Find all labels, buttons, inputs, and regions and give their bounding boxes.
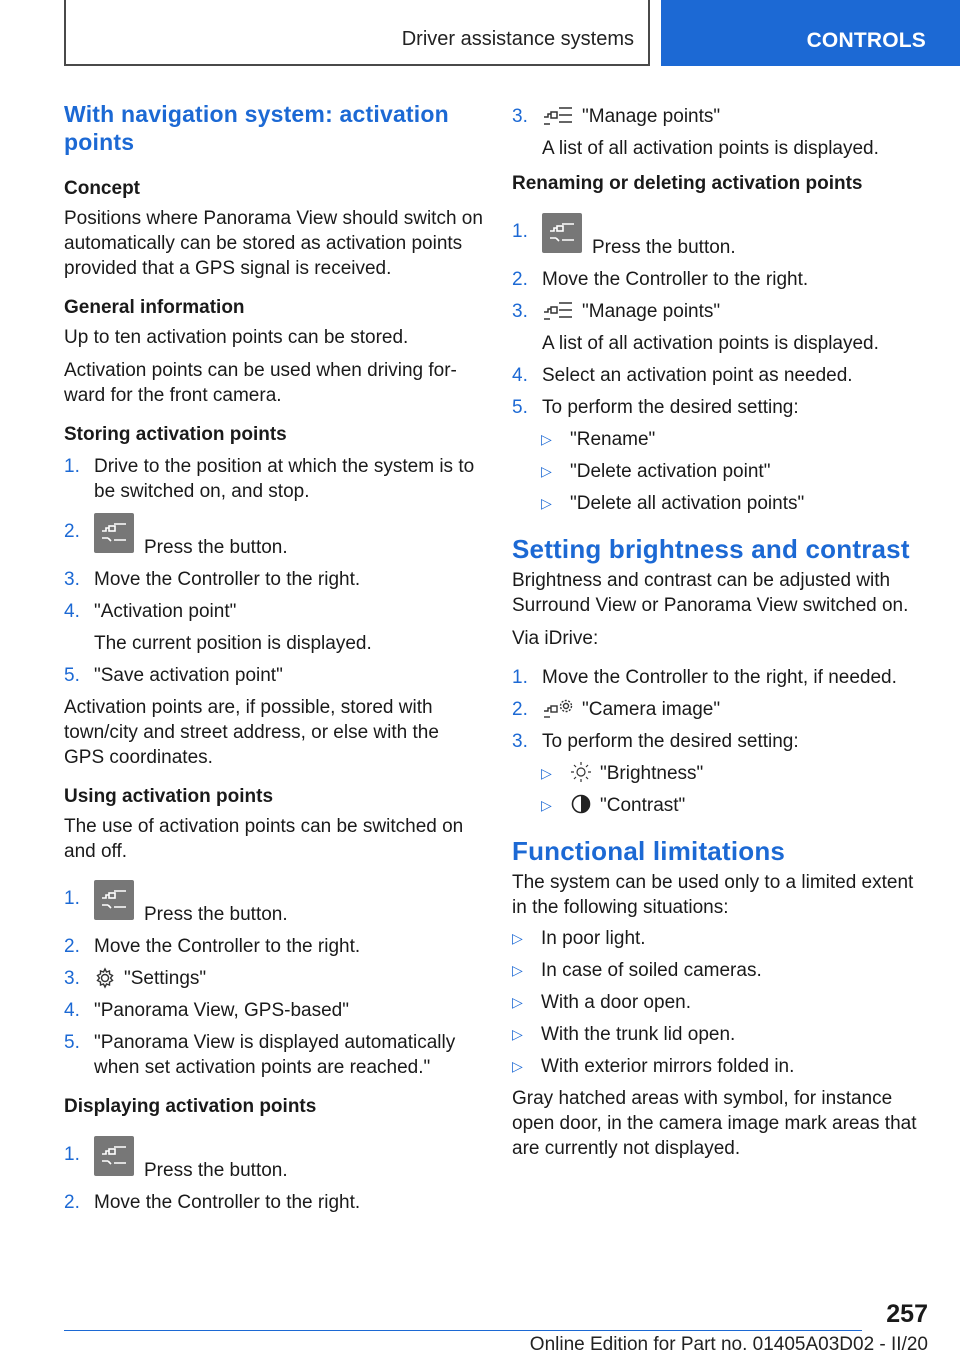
step-number: 2. — [64, 936, 80, 957]
step-subtext: The current position is displayed. — [94, 633, 372, 654]
item-text: In poor light. — [541, 928, 646, 949]
bullet-icon: ▷ — [512, 930, 523, 946]
step-text — [542, 299, 927, 356]
bullet-icon: ▷ — [541, 463, 552, 479]
list-item — [512, 363, 927, 388]
header-section-box — [64, 0, 650, 66]
section-title: Driver assistance systems — [401, 28, 634, 50]
list-item — [512, 1022, 927, 1047]
step-number: 3. — [64, 968, 80, 989]
step-number: 3. — [512, 301, 528, 322]
list-item — [512, 958, 927, 983]
option-text: "Delete all activation points" — [570, 493, 805, 514]
list-item — [512, 299, 927, 356]
contrast-icon — [570, 793, 592, 815]
list-item — [512, 697, 927, 722]
heading-concept: Concept — [64, 178, 140, 199]
option-text: "Brightness" — [600, 763, 704, 784]
list-item — [541, 761, 927, 786]
step-subtext: A list of all activation points is displayed. — [542, 333, 879, 354]
list-item — [541, 427, 927, 452]
list-item — [64, 998, 484, 1023]
step-number: 2. — [512, 269, 528, 290]
step-label: "Camera image" — [582, 699, 721, 720]
heading-renaming: Renaming or deleting activation points — [512, 173, 863, 194]
step-text — [94, 878, 484, 927]
brightness-icon — [570, 761, 592, 783]
item-text: With a door open. — [541, 992, 691, 1013]
using-steps — [64, 878, 484, 1080]
step-number: 2. — [64, 521, 80, 542]
left-column — [64, 100, 484, 1222]
rename-steps — [512, 211, 927, 420]
list-item — [64, 599, 484, 656]
step-label: Press the button. — [144, 904, 288, 925]
list-item — [64, 878, 484, 927]
step-number: 2. — [512, 699, 528, 720]
step-text: Drive to the position at which the system is to be switched on, and stop. — [94, 456, 475, 502]
step-text: "Save activation point" — [94, 665, 283, 686]
limitations-text: The system can be used only to a limited extent in the following situations: — [512, 872, 914, 918]
bullet-icon: ▷ — [541, 431, 552, 447]
step-text: "Panorama View is displayed automatically when set activation points are reached." — [94, 1032, 456, 1078]
right-column — [512, 100, 927, 1161]
list-item — [64, 1030, 484, 1080]
step-number: 5. — [64, 1032, 80, 1053]
general-text-1: Up to ten activation points can be stored. — [64, 327, 409, 348]
bullet-icon: ▷ — [512, 994, 523, 1010]
step-text — [542, 211, 927, 260]
step-number: 5. — [512, 397, 528, 418]
display-steps — [64, 1134, 484, 1215]
bullet-icon: ▷ — [541, 765, 552, 781]
heading-displaying: Displaying activation points — [64, 1096, 317, 1117]
camera-settings-icon — [542, 698, 574, 720]
step-text: Move the Controller to the right, if needed. — [542, 667, 897, 688]
list-item — [512, 267, 927, 292]
option-text: "Delete activation point" — [570, 461, 771, 482]
step-text: "Panorama View, GPS-based" — [94, 1000, 349, 1021]
list-item — [512, 211, 927, 260]
option-text: "Contrast" — [600, 795, 686, 816]
bullet-icon: ▷ — [541, 495, 552, 511]
chapter-tab: CONTROLS — [806, 29, 926, 52]
option-text: "Rename" — [570, 429, 656, 450]
heading-brightness: Setting brightness and contrast — [512, 534, 910, 564]
step-text: Move the Controller to the right. — [94, 1192, 361, 1213]
rename-options — [541, 427, 927, 516]
step-number: 1. — [64, 888, 80, 909]
step-number: 1. — [512, 667, 528, 688]
list-item — [512, 926, 927, 951]
heading-storing: Storing activation points — [64, 424, 287, 445]
step-number: 1. — [512, 221, 528, 242]
step-text — [94, 511, 484, 560]
list-item — [64, 934, 484, 959]
step-number: 2. — [64, 1192, 80, 1213]
list-item — [512, 990, 927, 1015]
step-text: Move the Controller to the right. — [542, 269, 809, 290]
step-label: "Activation point" — [94, 601, 237, 622]
step-label: "Manage points" — [582, 301, 721, 322]
list-item — [64, 966, 484, 991]
list-item — [64, 1190, 484, 1215]
step-text — [542, 104, 927, 161]
list-item — [64, 1134, 484, 1183]
step-number: 5. — [64, 665, 80, 686]
brightness-steps — [512, 665, 927, 754]
step-number: 3. — [64, 569, 80, 590]
using-text: The use of activation points can be switched on and off. — [64, 816, 464, 862]
step-number: 3. — [512, 106, 528, 127]
bullet-icon: ▷ — [512, 1026, 523, 1042]
item-text: In case of soiled cameras. — [541, 960, 762, 981]
step-text: To perform the desired setting: — [542, 397, 799, 418]
list-item — [64, 567, 484, 592]
concept-text: Positions where Panorama View should switch on automatically can be stored as activation points provided that a GPS signal is received. — [64, 208, 483, 279]
step-label: Press the button. — [144, 537, 288, 558]
heading-limitations: Functional limitations — [512, 836, 786, 866]
step-text — [94, 966, 484, 991]
camera-button-icon — [542, 213, 582, 253]
camera-list-icon — [542, 300, 574, 322]
heading-general-info: General information — [64, 297, 245, 318]
general-text-2: Activation points can be used when driving for-ward for the front camera. — [64, 360, 457, 406]
limitations-list — [512, 926, 927, 1079]
brightness-options — [541, 761, 927, 818]
list-item — [541, 459, 927, 484]
header-tab-box — [661, 0, 960, 66]
footer-edition: Online Edition for Part no. 01405A03D02 - II/20 — [529, 1334, 928, 1355]
step-number: 4. — [64, 1000, 80, 1021]
heading-using: Using activation points — [64, 786, 274, 807]
gear-icon — [94, 967, 116, 989]
heading-activation-points: With navigation system: activation points — [64, 101, 449, 155]
step-subtext: A list of all activation points is displayed. — [542, 138, 879, 159]
bullet-icon: ▷ — [512, 1058, 523, 1074]
list-item — [64, 511, 484, 560]
display-steps-continued — [512, 104, 927, 161]
camera-list-icon — [542, 105, 574, 127]
via-idrive: Via iDrive: — [512, 628, 599, 649]
limitations-note: Gray hatched areas with symbol, for instance open door, in the camera image mark areas that are currently not displayed. — [512, 1088, 917, 1159]
storing-steps — [64, 454, 484, 688]
list-item — [541, 793, 927, 818]
list-item — [541, 491, 927, 516]
storing-text: Activation points are, if possible, stored with town/city and street address, or else with the GPS coordinates. — [64, 697, 439, 768]
bullet-icon: ▷ — [541, 797, 552, 813]
brightness-text: Brightness and contrast can be adjusted with Surround View or Panorama View switched on. — [512, 570, 909, 616]
step-text: To perform the desired setting: — [542, 731, 799, 752]
list-item — [512, 1054, 927, 1079]
list-item — [512, 729, 927, 754]
list-item — [512, 395, 927, 420]
item-text: With exterior mirrors folded in. — [541, 1056, 795, 1077]
page-number: 257 — [886, 1300, 928, 1328]
step-number: 4. — [512, 365, 528, 386]
camera-button-icon — [94, 513, 134, 553]
step-text: Move the Controller to the right. — [94, 936, 361, 957]
list-item — [512, 104, 927, 161]
step-text: Select an activation point as needed. — [542, 365, 853, 386]
step-text — [94, 1134, 484, 1183]
step-number: 4. — [64, 601, 80, 622]
step-text: Move the Controller to the right. — [94, 569, 361, 590]
step-text — [542, 697, 927, 722]
step-label: "Manage points" — [582, 106, 721, 127]
step-label: Press the button. — [592, 237, 736, 258]
footer-divider — [64, 1330, 862, 1331]
step-label: "Settings" — [124, 968, 207, 989]
step-label: Press the button. — [144, 1160, 288, 1181]
list-item — [64, 663, 484, 688]
step-text — [94, 599, 484, 656]
step-number: 1. — [64, 456, 80, 477]
list-item — [64, 454, 484, 504]
list-item — [512, 665, 927, 690]
step-number: 3. — [512, 731, 528, 752]
bullet-icon: ▷ — [512, 962, 523, 978]
step-number: 1. — [64, 1144, 80, 1165]
camera-button-icon — [94, 880, 134, 920]
item-text: With the trunk lid open. — [541, 1024, 736, 1045]
camera-button-icon — [94, 1136, 134, 1176]
